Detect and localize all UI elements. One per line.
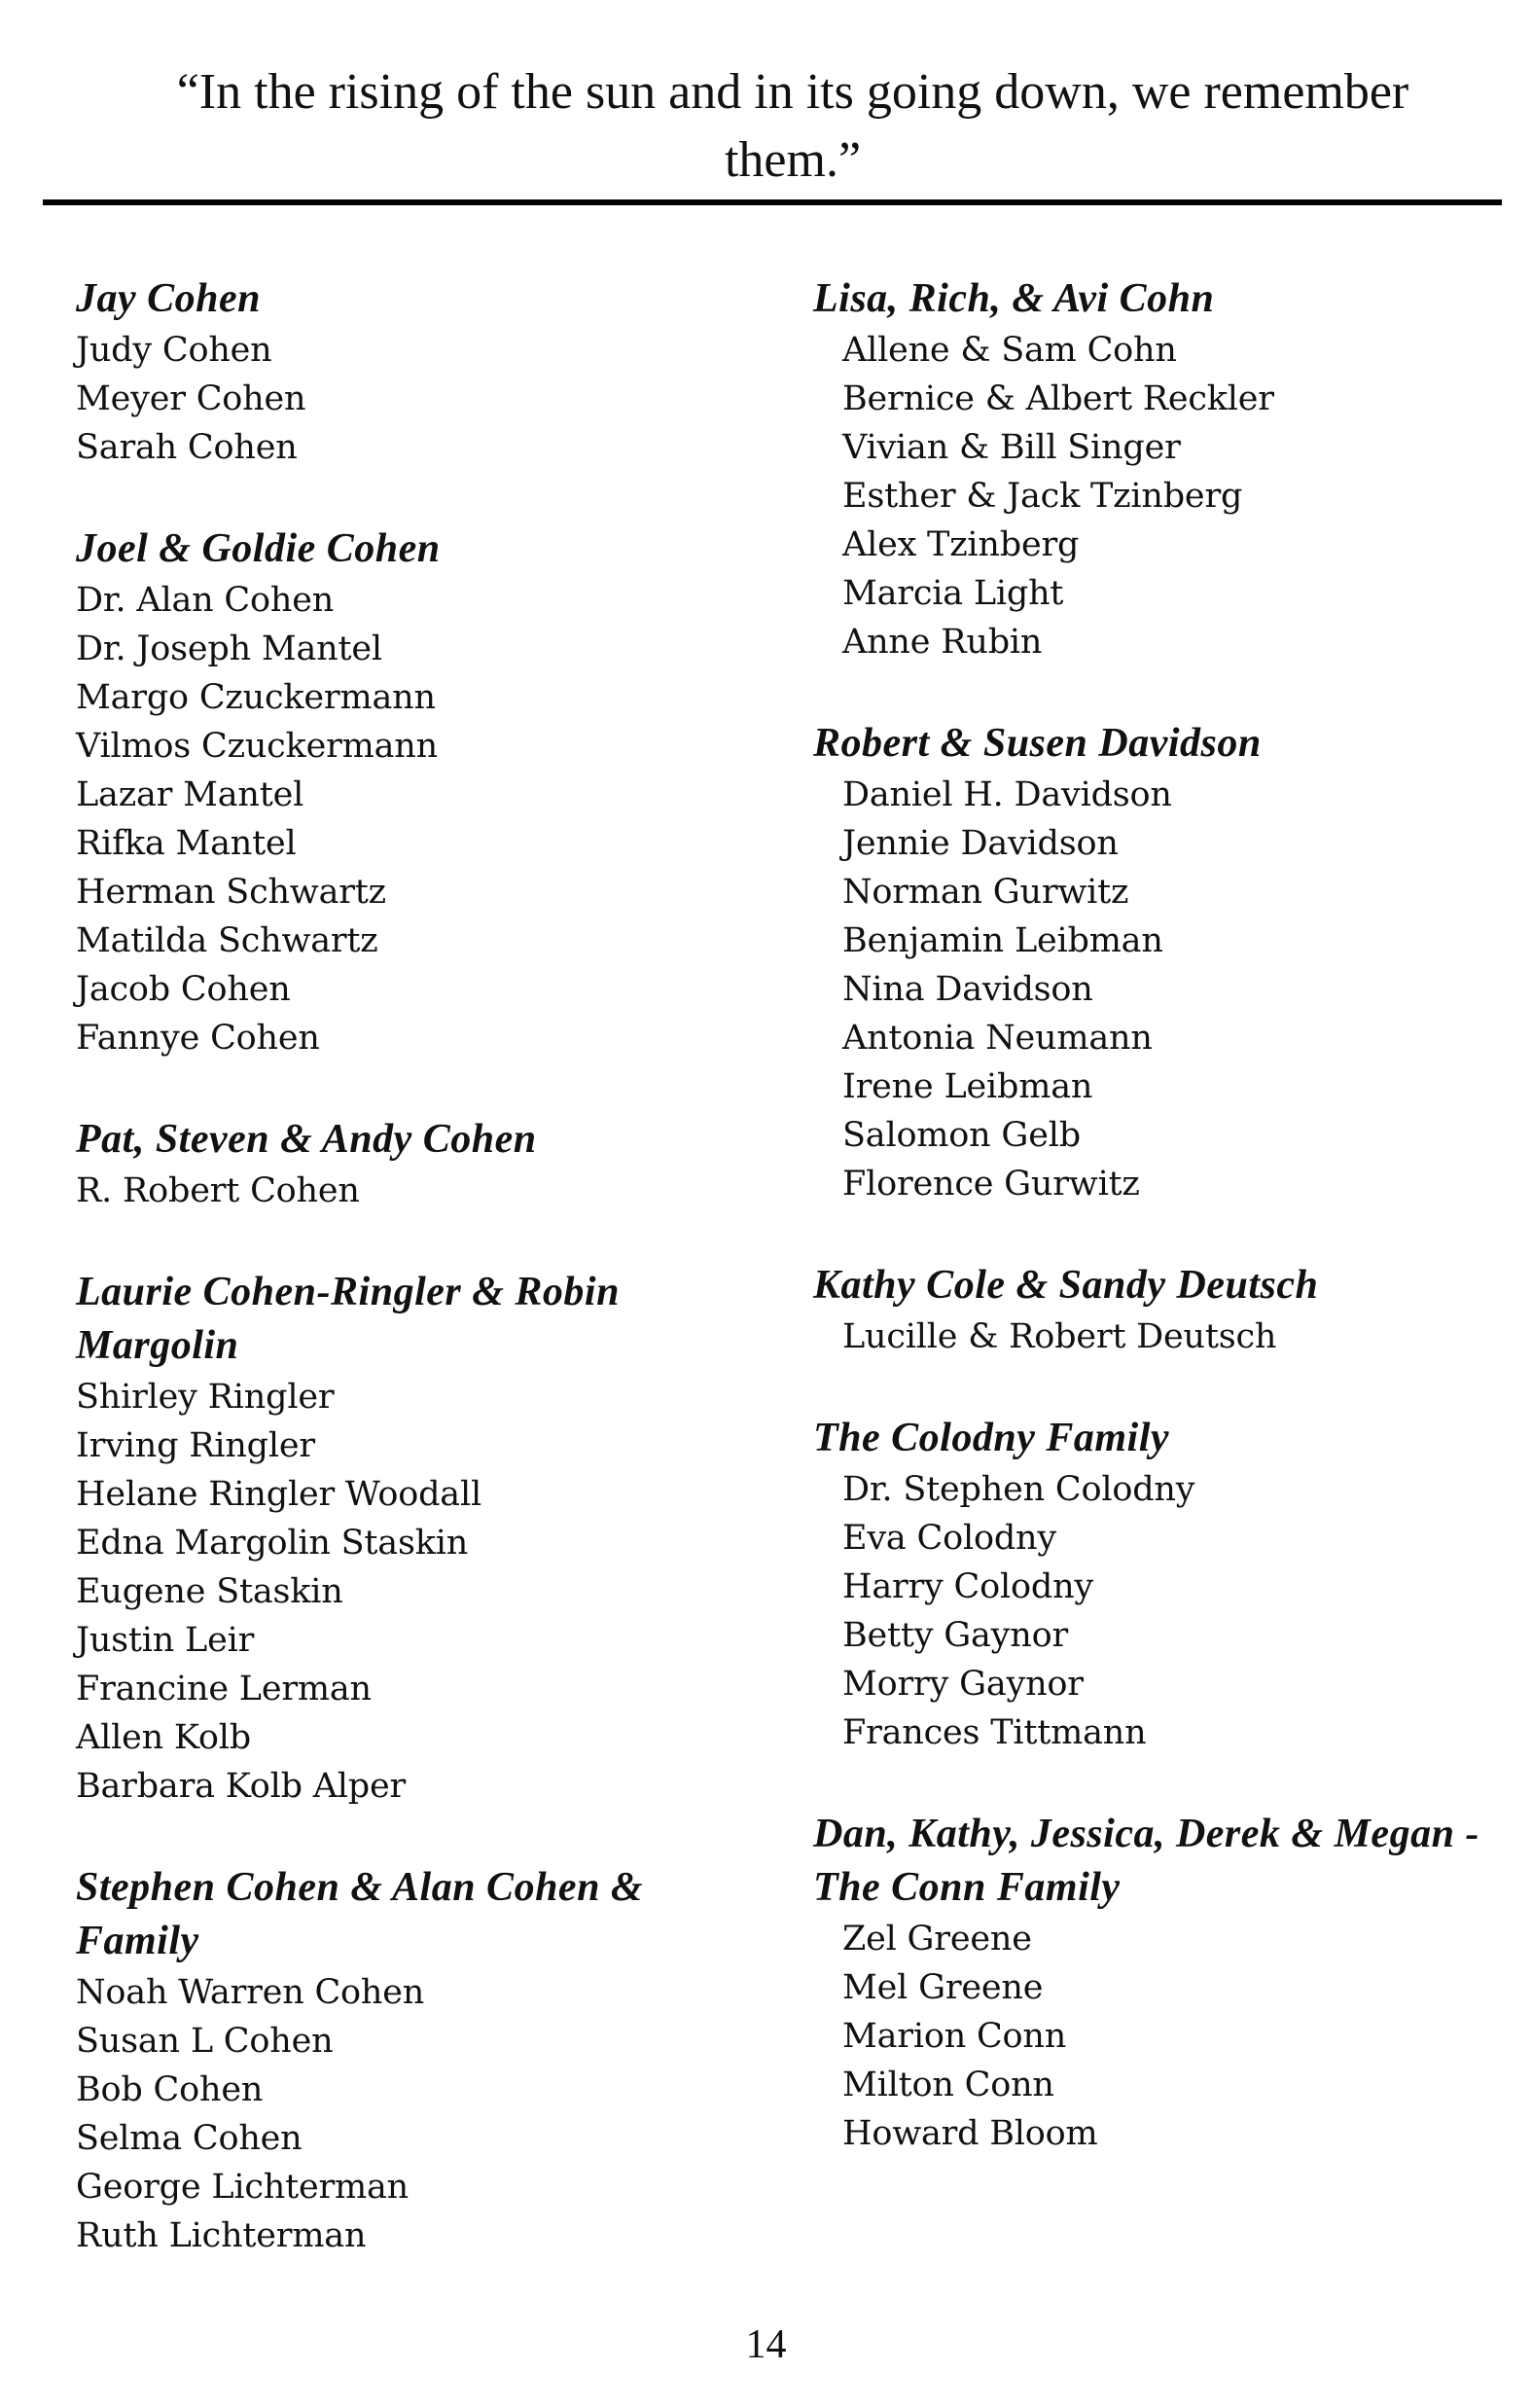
remembered-name: Morry Gaynor xyxy=(842,1665,1084,1704)
member-list xyxy=(76,1968,776,2260)
remembered-name: Eva Colodny xyxy=(842,1519,1056,1558)
remembered-name: Milton Conn xyxy=(842,2066,1054,2104)
member-list xyxy=(76,576,776,1062)
member-list xyxy=(76,326,776,472)
member-list xyxy=(76,1167,776,1215)
page-number: 14 xyxy=(745,2322,787,2367)
family-name: Lisa, Rich, & Avi Cohn xyxy=(813,276,1215,321)
family-block xyxy=(76,272,776,472)
remembered-name: Norman Gurwitz xyxy=(842,873,1129,912)
remembered-name: Anne Rubin xyxy=(842,623,1043,662)
remembered-name: Bob Cohen xyxy=(76,2070,264,2109)
family-name: Kathy Cole & Sandy Deutsch xyxy=(813,1263,1319,1308)
remembered-name: Benjamin Leibman xyxy=(842,921,1163,960)
remembered-name: Betty Gaynor xyxy=(842,1616,1069,1655)
remembered-name: Barbara Kolb Alper xyxy=(76,1767,407,1806)
family-name: Laurie Cohen-Ringler & Robin Margolin xyxy=(76,1270,620,1368)
remembered-name: Marcia Light xyxy=(842,574,1064,613)
remembered-name: Mel Greene xyxy=(842,1968,1044,2007)
remembered-name: Howard Bloom xyxy=(842,2114,1098,2153)
remembered-name: Susan L Cohen xyxy=(76,2022,334,2061)
remembered-name: Dr. Joseph Mantel xyxy=(76,629,382,668)
remembered-name: Francine Lerman xyxy=(76,1670,372,1708)
family-block xyxy=(76,1113,776,1215)
remembered-name: Sarah Cohen xyxy=(76,428,298,467)
remembered-name: Ruth Lichterman xyxy=(76,2216,367,2255)
family-name: Joel & Goldie Cohen xyxy=(76,526,441,571)
remembered-name: George Lichterman xyxy=(76,2168,410,2207)
family-block xyxy=(813,717,1514,1208)
remembered-name: Zel Greene xyxy=(842,1920,1032,1959)
family-name: Pat, Steven & Andy Cohen xyxy=(76,1117,537,1162)
family-name: The Colodny Family xyxy=(813,1416,1169,1460)
family-block xyxy=(813,272,1514,666)
member-list xyxy=(813,771,1514,1208)
remembered-name: R. Robert Cohen xyxy=(76,1171,360,1210)
remembered-name: Dr. Stephen Colodny xyxy=(842,1470,1195,1509)
remembered-name: Daniel H. Davidson xyxy=(842,775,1172,814)
remembered-name: Eugene Staskin xyxy=(76,1572,343,1611)
family-block xyxy=(76,1266,776,1811)
remembered-name: Vilmos Czuckermann xyxy=(76,727,438,766)
remembered-name: Lazar Mantel xyxy=(76,775,304,814)
remembered-name: Frances Tittmann xyxy=(842,1713,1147,1752)
remembered-name: Bernice & Albert Reckler xyxy=(842,379,1274,418)
remembered-name: Dr. Alan Cohen xyxy=(76,581,335,620)
remembered-name: Salomon Gelb xyxy=(842,1116,1081,1155)
remembered-name: Jacob Cohen xyxy=(76,970,291,1009)
member-list xyxy=(813,1312,1514,1361)
remembered-name: Harry Colodny xyxy=(842,1567,1093,1606)
remembered-name: Lucille & Robert Deutsch xyxy=(842,1317,1277,1356)
remembered-name: Margo Czuckermann xyxy=(76,678,436,717)
family-name: Dan, Kathy, Jessica, Derek & Megan - The Conn Family xyxy=(813,1812,1479,1910)
family-name: Jay Cohen xyxy=(76,276,262,321)
remembered-name: Meyer Cohen xyxy=(76,379,306,418)
member-list xyxy=(813,1465,1514,1757)
remembered-name: Nina Davidson xyxy=(842,970,1093,1009)
header-divider xyxy=(43,199,1502,205)
remembered-name: Shirley Ringler xyxy=(76,1378,335,1417)
remembered-name: Fannye Cohen xyxy=(76,1019,320,1058)
family-block xyxy=(76,1861,776,2260)
remembered-name: Irving Ringler xyxy=(76,1426,315,1465)
remembered-name: Irene Leibman xyxy=(842,1067,1093,1106)
remembered-name: Marion Conn xyxy=(842,2017,1067,2056)
member-list xyxy=(813,1915,1514,2158)
left-column xyxy=(76,272,776,2311)
remembered-name: Florence Gurwitz xyxy=(842,1165,1140,1204)
member-list xyxy=(813,326,1514,666)
remembered-name: Judy Cohen xyxy=(76,331,272,370)
remembered-name: Allene & Sam Cohn xyxy=(842,331,1177,370)
family-block xyxy=(76,522,776,1062)
family-block xyxy=(813,1259,1514,1361)
remembered-name: Rifka Mantel xyxy=(76,824,297,863)
family-block xyxy=(813,1412,1514,1757)
remembered-name: Esther & Jack Tzinberg xyxy=(842,477,1243,516)
remembered-name: Herman Schwartz xyxy=(76,873,386,912)
remembered-name: Alex Tzinberg xyxy=(842,525,1080,564)
family-name: Stephen Cohen & Alan Cohen & Family xyxy=(76,1865,644,1963)
remembered-name: Justin Leir xyxy=(76,1621,255,1660)
remembered-name: Selma Cohen xyxy=(76,2119,303,2158)
remembered-name: Edna Margolin Staskin xyxy=(76,1524,469,1563)
remembered-name: Antonia Neumann xyxy=(842,1019,1153,1058)
page-header-quote: “In the rising of the sun and in its going down, we remember them.” xyxy=(176,64,1409,188)
family-block xyxy=(813,1808,1514,2158)
right-column xyxy=(813,272,1514,2209)
remembered-name: Matilda Schwartz xyxy=(76,921,378,960)
remembered-name: Allen Kolb xyxy=(76,1718,251,1757)
remembered-name: Jennie Davidson xyxy=(842,824,1119,863)
member-list xyxy=(76,1373,776,1811)
remembered-name: Noah Warren Cohen xyxy=(76,1973,425,2012)
remembered-name: Vivian & Bill Singer xyxy=(842,428,1181,467)
family-name: Robert & Susen Davidson xyxy=(813,721,1262,766)
remembered-name: Helane Ringler Woodall xyxy=(76,1475,481,1514)
